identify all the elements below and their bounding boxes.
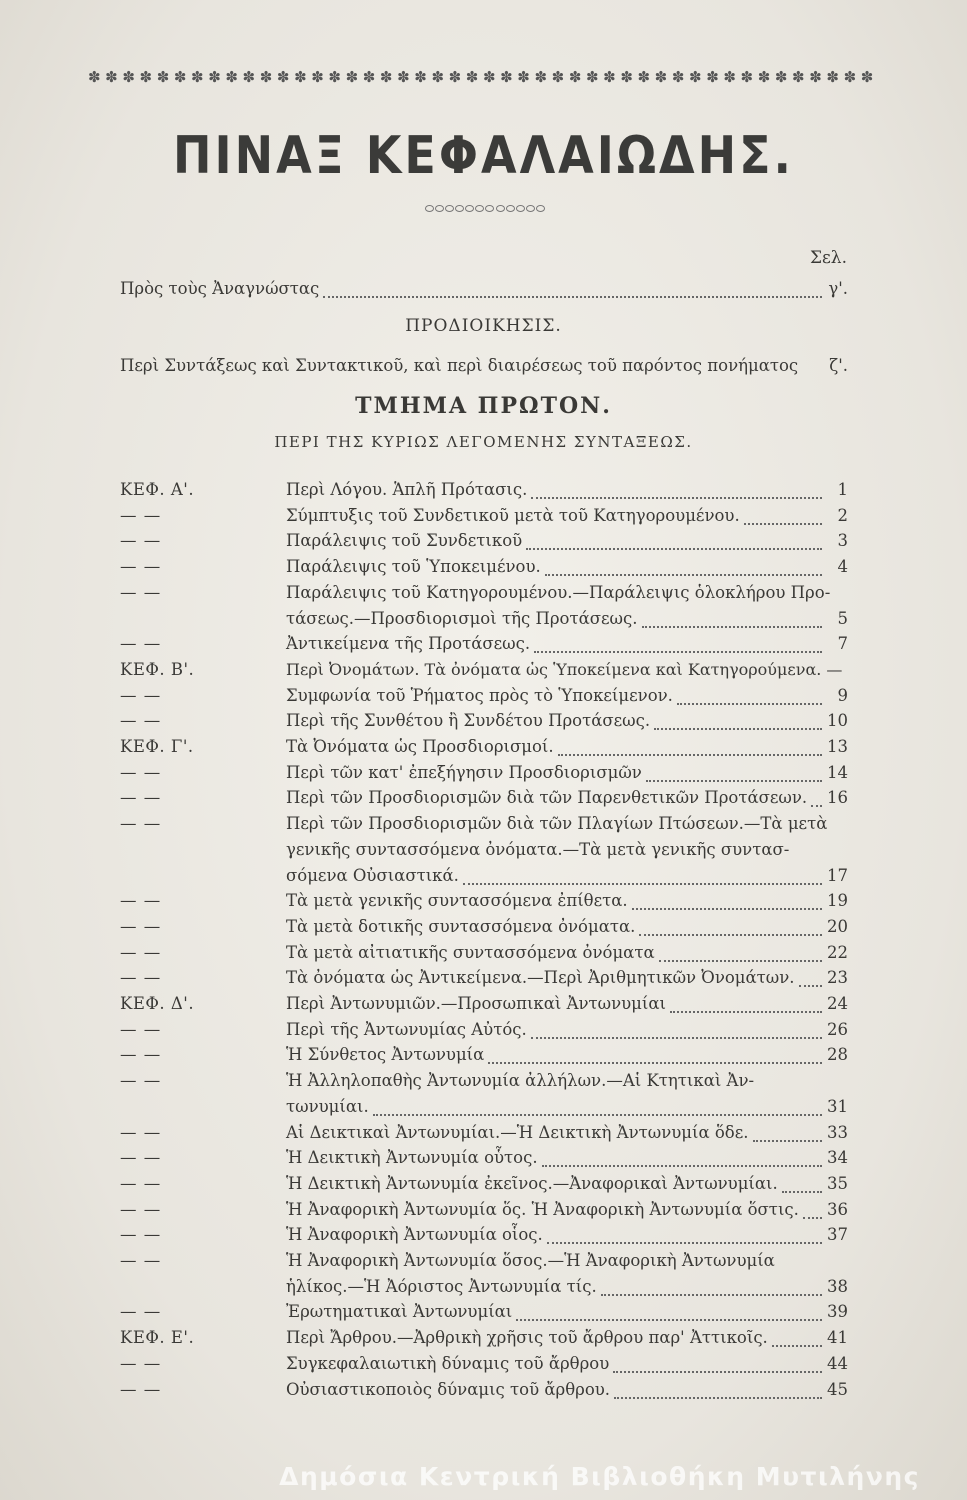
chapter-label: — —: [120, 1071, 162, 1090]
entry-text: Τὰ μετὰ αἰτιατικῆς συντασσόμενα ὀνόματα: [286, 943, 655, 962]
entry-text: Περὶ τῶν κατ' ἐπεξήγησιν Προσδιορισμῶν: [286, 763, 642, 782]
chapter-label: — —: [120, 1302, 162, 1321]
toc-entry: [120, 557, 848, 582]
leader-dots: [677, 702, 822, 705]
chapter-label: — —: [120, 1123, 162, 1142]
chapter-label: — —: [120, 1148, 162, 1167]
page-number: 24: [827, 994, 848, 1013]
entry-text: Παράλειψις τοῦ Ὑποκειμένου.: [286, 557, 541, 576]
leader-dots: [646, 779, 822, 782]
page-number: 26: [827, 1020, 848, 1039]
toc-entry-continuation: [286, 866, 848, 891]
entry-text: Οὐσιαστικοποιὸς δύναμις τοῦ ἄρθρου.: [286, 1380, 611, 1399]
entry-text: τάσεως.—Προσδιορισμοὶ τῆς Προτάσεως.: [286, 609, 638, 628]
ornament-glyph: ✽: [208, 67, 221, 86]
page-title: ΠΙΝΑΞ ΚΕΦΑΛΑΙΩΔΗΣ.: [173, 124, 794, 186]
ornament-glyph: ✽: [740, 67, 754, 86]
page-number: 22: [827, 943, 848, 962]
entry-text: Ἐρωτηματικαὶ Ἀντωνυμίαι: [286, 1302, 513, 1321]
ornamental-border: [88, 66, 874, 88]
chapter-label: — —: [120, 943, 162, 962]
page-number: 41: [827, 1328, 848, 1347]
leader-dots: [531, 1036, 822, 1039]
chapter-label: — —: [120, 1200, 162, 1219]
entry-text: Τὰ Ὀνόματα ὡς Προσδιορισμοί.: [286, 737, 554, 756]
page-number: 34: [827, 1148, 848, 1167]
chapter-label: — —: [120, 557, 162, 576]
chapter-label: — —: [120, 531, 162, 550]
ornament-glyph: ✽: [156, 67, 170, 86]
toc-entry: [120, 1148, 848, 1173]
entry-text: Ἡ Ἀλληλοπαθὴς Ἀντωνυμία ἀλλήλων.—Αἱ Κτητικαὶ Ἀν-: [286, 1071, 755, 1090]
ornament-glyph: ✽: [826, 67, 839, 86]
ornament-glyph: ✽: [637, 67, 651, 86]
chapter-label: — —: [120, 1020, 162, 1039]
entry-text: Περὶ τῆς Συνθέτου ἢ Συνδέτου Προτάσεως.: [286, 711, 651, 730]
leader-dots: [545, 573, 822, 576]
entry-text: Τὰ μετὰ δοτικῆς συντασσόμενα ὀνόματα.: [286, 917, 636, 936]
toc-entry: [120, 1251, 848, 1276]
page-number: 5: [837, 609, 848, 628]
chapter-label: ΚΕΦ. Ε'.: [120, 1328, 195, 1347]
chapter-label: — —: [120, 1174, 162, 1193]
leader-dots: [639, 933, 822, 936]
toc-entry: [120, 891, 848, 916]
entry-text: Ἡ Δεικτικὴ Ἀντωνυμία ἐκεῖνος.—Ἀναφορικαὶ Ἀντωνυμίαι.: [286, 1174, 778, 1193]
leader-dots: [753, 1139, 822, 1142]
ornamental-divider: [425, 204, 545, 212]
toc-entry: [120, 968, 848, 993]
leader-dots: [558, 753, 822, 756]
entry-text: Περὶ Ἄρθρου.—Ἀρθρικὴ χρῆσις τοῦ ἄρθρου παρ' Ἀττικοῖς.: [286, 1328, 768, 1347]
ornament-glyph: ✽: [792, 67, 805, 86]
leader-dots: [534, 650, 822, 653]
ornament-glyph: ✽: [173, 67, 187, 86]
toc-entry: [120, 1328, 848, 1353]
page-number: 37: [827, 1225, 848, 1244]
leader-dots: [793, 857, 822, 858]
leader-dots: [526, 547, 822, 550]
page-number: 28: [827, 1045, 848, 1064]
toc-entry: [120, 660, 848, 685]
chapter-label: — —: [120, 686, 162, 705]
ornament-glyph: ✽: [843, 67, 857, 86]
ornament-glyph: ✽: [706, 67, 719, 86]
leader-dots: [744, 522, 822, 525]
ornament-glyph: ✽: [551, 67, 565, 86]
ornament-glyph: ✽: [379, 67, 393, 86]
toc-entry-prodioikisis: [120, 356, 848, 381]
toc-entry: [120, 1225, 848, 1250]
chapter-label: — —: [120, 917, 162, 936]
entry-text: Περὶ Λόγου. Ἁπλῆ Πρότασις.: [286, 480, 528, 499]
entry-text: ἡλίκος.—Ἡ Ἀόριστος Ἀντωνυμία τίς.: [286, 1277, 597, 1296]
ornament-glyph: ✽: [328, 67, 341, 86]
ornament-glyph: ✽: [225, 67, 238, 86]
ornament-glyph: ✽: [88, 67, 101, 86]
ornament-glyph: ✽: [860, 67, 874, 86]
toc-entry-continuation: [286, 1277, 848, 1302]
ornament-glyph: ✽: [105, 67, 118, 86]
toc-entry-continuation: [286, 609, 848, 634]
page-number: 36: [827, 1200, 848, 1219]
chapter-label: — —: [120, 1354, 162, 1373]
entry-text: Περὶ τῆς Ἀντωνυμίας Αὐτός.: [286, 1020, 527, 1039]
chapter-label: — —: [120, 1380, 162, 1399]
toc-entry: [120, 531, 848, 556]
ornament-glyph: ✽: [431, 67, 445, 86]
page-number: 33: [827, 1123, 848, 1142]
entry-text: Ἀντικείμενα τῆς Προτάσεως.: [286, 634, 531, 653]
ornament-glyph: ✽: [585, 67, 599, 86]
library-watermark: Δημόσια Κεντρική Βιβλιοθήκη Μυτιλήνης: [279, 1462, 920, 1491]
ornament-glyph: ✽: [757, 67, 771, 86]
page-number: 39: [827, 1302, 848, 1321]
chapter-label: — —: [120, 763, 162, 782]
toc-entry-continuation: [286, 1097, 848, 1122]
ornament-glyph: ✽: [568, 67, 582, 86]
entry-text: Συγκεφαλαιωτικὴ δύναμις τοῦ ἄρθρου: [286, 1354, 610, 1373]
chapter-label: — —: [120, 814, 162, 833]
toc-entry: [120, 1020, 848, 1045]
leader-dots: [488, 1061, 822, 1064]
chapter-label: — —: [120, 788, 162, 807]
leader-dots: [542, 1164, 822, 1167]
entry-text: Παράλειψις τοῦ Κατηγορουμένου.—Παράλειψις ὁλοκλήρου Προ-: [286, 583, 831, 602]
toc-entry: [120, 1174, 848, 1199]
ornament-glyph: ✽: [294, 67, 307, 86]
leader-dots: [613, 1370, 822, 1373]
ornament-glyph: ✽: [620, 67, 633, 86]
leader-dots: [516, 1318, 822, 1321]
entry-text: Συμφωνία τοῦ Ῥήματος πρὸς τὸ Ὑποκείμενον.: [286, 686, 673, 705]
page-number: 10: [827, 711, 848, 730]
leader-dots: [659, 959, 822, 962]
chapter-label: — —: [120, 891, 162, 910]
page-number: 1: [837, 480, 848, 499]
page-number: 13: [827, 737, 848, 756]
leader-dots: [758, 1088, 822, 1089]
leader-dots: [323, 295, 822, 298]
page-number: 14: [827, 763, 848, 782]
ornament-glyph: ✽: [276, 67, 290, 86]
ornament-glyph: ✽: [362, 67, 376, 86]
ornament-glyph: ✽: [482, 67, 496, 86]
toc-entry: [120, 1045, 848, 1070]
leader-dots: [601, 1293, 822, 1296]
toc-entry: [120, 1354, 848, 1379]
page-number: 38: [827, 1277, 848, 1296]
toc-entry: [120, 1123, 848, 1148]
toc-entry-preface: [120, 279, 848, 304]
entry-text: Περὶ τῶν Προσδιορισμῶν διὰ τῶν Πλαγίων Πτώσεων.—Τὰ μετὰ: [286, 814, 828, 833]
page-number: γ'.: [828, 279, 848, 298]
toc-entry: [120, 788, 848, 813]
chapter-label: — —: [120, 1045, 162, 1064]
chapter-label: — —: [120, 968, 162, 987]
page-number: 35: [827, 1174, 848, 1193]
entry-text: Περὶ Συντάξεως καὶ Συντακτικοῦ, καὶ περὶ διαιρέσεως τοῦ παρόντος πονήματος: [120, 356, 799, 375]
chapter-label: ΚΕΦ. Γ'.: [120, 737, 194, 756]
toc-entry: [120, 634, 848, 659]
prodioikisis-heading: ΠΡΟΔΙΟΙΚΗΣΙΣ.: [405, 316, 562, 336]
entry-text: Αἱ Δεικτικαὶ Ἀντωνυμίαι.—Ἡ Δεικτικὴ Ἀντωνυμία ὅδε.: [286, 1123, 749, 1142]
ornament-glyph: ✽: [774, 67, 788, 86]
ornament-glyph: ✽: [139, 67, 153, 86]
ornament-glyph: ✽: [191, 67, 204, 86]
toc-entry: [120, 711, 848, 736]
toc-entry: [120, 1200, 848, 1225]
ornament-glyph: ✽: [809, 67, 822, 86]
toc-entry: [120, 686, 848, 711]
ornament-glyph: ✽: [414, 67, 427, 86]
entry-text: Τὰ μετὰ γενικῆς συντασσόμενα ἐπίθετα.: [286, 891, 628, 910]
toc-entry: [120, 737, 848, 762]
section-subtitle: ΠΕΡΙ ΤΗΣ ΚΥΡΙΩΣ ΛΕΓΟΜΕΝΗΣ ΣΥΝΤΑΞΕΩΣ.: [274, 433, 693, 451]
leader-dots: [670, 1010, 822, 1013]
leader-dots: [373, 1113, 822, 1116]
section-title: ΤΜΗΜΑ ΠΡΩΤΟΝ.: [355, 393, 612, 419]
entry-text: Περὶ Ὀνομάτων. Τὰ ὀνόματα ὡς Ὑποκείμενα καὶ Κατηγορούμενα. —: [286, 660, 843, 679]
ornament-glyph: ✽: [517, 67, 530, 86]
leader-dots: [614, 1396, 822, 1399]
entry-text: Ἡ Δεικτικὴ Ἀντωνυμία οὗτος.: [286, 1148, 538, 1167]
entry-text: τωνυμίαι.: [286, 1097, 369, 1116]
entry-text: Ἡ Ἀναφορικὴ Ἀντωνυμία οἷος.: [286, 1225, 543, 1244]
toc-entry: [120, 1380, 848, 1405]
entry-text: Σύμπτυξις τοῦ Συνδετικοῦ μετὰ τοῦ Κατηγορουμένου.: [286, 506, 740, 525]
ornament-glyph: ✽: [654, 67, 668, 86]
entry-text: σόμενα Οὐσιαστικά.: [286, 866, 459, 885]
toc-entry: [120, 480, 848, 505]
leader-dots: [779, 1268, 822, 1269]
leader-dots: [803, 1216, 822, 1219]
toc-entry: [120, 583, 848, 608]
entry-text: Ἡ Ἀναφορικὴ Ἀντωνυμία ὅς. Ἡ Ἀναφορικὴ Ἀντωνυμία ὅστις.: [286, 1200, 799, 1219]
ornament-glyph: ✽: [465, 67, 479, 86]
leader-dots: [547, 1241, 822, 1244]
toc-entry: [120, 506, 848, 531]
page-number: 17: [827, 866, 848, 885]
page-number: 31: [827, 1097, 848, 1116]
leader-dots: [531, 496, 822, 499]
leader-dots: [463, 882, 822, 885]
ornament-glyph: ✽: [534, 67, 548, 86]
toc-entry-continuation: [286, 840, 848, 865]
entry-text: Τὰ ὀνόματα ὡς Ἀντικείμενα.—Περὶ Ἀριθμητικῶν Ὀνομάτων.: [286, 968, 795, 987]
ornament-glyph: ✽: [448, 67, 462, 86]
leader-dots: [642, 625, 823, 628]
page-column-label: Σελ.: [809, 248, 847, 268]
entry-text: Περὶ Ἀντωνυμιῶν.—Προσωπικαὶ Ἀντωνυμίαι: [286, 994, 666, 1013]
leader-dots: [654, 727, 822, 730]
ornament-glyph: ✽: [603, 67, 616, 86]
page-number: 23: [827, 968, 848, 987]
entry-text: Ἡ Σύνθετος Ἀντωνυμία: [286, 1045, 485, 1064]
page-number: 4: [837, 557, 848, 576]
ornament-glyph: ✽: [311, 67, 324, 86]
chapter-label: — —: [120, 1251, 162, 1270]
entry-text: Περὶ τῶν Προσδιορισμῶν διὰ τῶν Παρενθετικῶν Προτάσεων.: [286, 788, 808, 807]
ornament-glyph: ✽: [242, 67, 256, 86]
ornament-glyph: ✽: [723, 67, 736, 86]
ornament-glyph: ✽: [345, 67, 359, 86]
chapter-label: ΚΕΦ. Δ'.: [120, 994, 195, 1013]
ornament-glyph: ✽: [689, 67, 702, 86]
page-number: 7: [837, 634, 848, 653]
leader-dots: [772, 1344, 822, 1347]
ornament-glyph: ✽: [500, 67, 513, 86]
toc-entry: [120, 943, 848, 968]
leader-dots: [802, 373, 822, 374]
chapter-label: — —: [120, 711, 162, 730]
leader-dots: [811, 804, 822, 807]
ornament-glyph: ✽: [259, 67, 273, 86]
toc-entry: [120, 763, 848, 788]
entry-text: Παράλειψις τοῦ Συνδετικοῦ: [286, 531, 523, 550]
toc-entry: [120, 814, 848, 839]
leader-dots: [799, 984, 822, 987]
ornament-glyph: ✽: [122, 67, 135, 86]
toc-entry: [120, 917, 848, 942]
toc-entry: [120, 994, 848, 1019]
entry-text: γενικῆς συντασσόμενα ὀνόματα.—Τὰ μετὰ γενικῆς συντασ-: [286, 840, 790, 859]
chapter-label: ΚΕΦ. Β'.: [120, 660, 195, 679]
ornament-glyph: ✽: [397, 67, 410, 86]
page-number: 45: [827, 1380, 848, 1399]
page-number: 16: [827, 788, 848, 807]
entry-text: Ἡ Ἀναφορικὴ Ἀντωνυμία ὅσος.—Ἡ Ἀναφορικὴ Ἀντωνυμία: [286, 1251, 775, 1270]
page-number: 44: [827, 1354, 848, 1373]
chapter-label: — —: [120, 583, 162, 602]
page-number: 19: [827, 891, 848, 910]
chapter-label: — —: [120, 634, 162, 653]
page-number: ζ'.: [829, 356, 848, 375]
page-number: 9: [837, 686, 848, 705]
leader-dots: [782, 1190, 822, 1193]
chapter-label: — —: [120, 506, 162, 525]
page-number: 3: [837, 531, 848, 550]
leader-dots: [632, 907, 822, 910]
entry-text: Πρὸς τοὺς Ἀναγνώστας: [120, 279, 320, 298]
chapter-label: ΚΕΦ. Α'.: [120, 480, 195, 499]
page-number: 20: [827, 917, 848, 936]
page-number: 2: [837, 506, 848, 525]
chapter-label: — —: [120, 1225, 162, 1244]
toc-entry: [120, 1302, 848, 1327]
toc-entry: [120, 1071, 848, 1096]
ornament-glyph: ✽: [671, 67, 685, 86]
